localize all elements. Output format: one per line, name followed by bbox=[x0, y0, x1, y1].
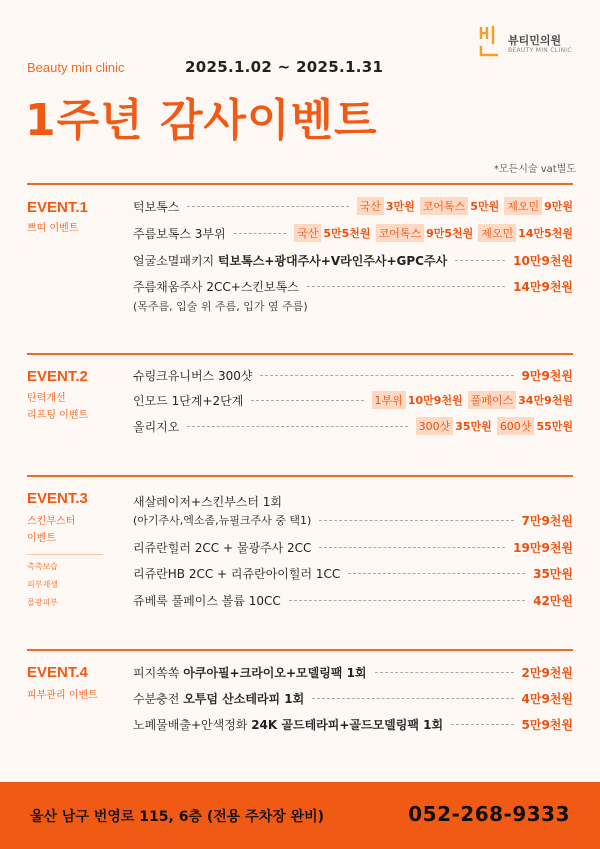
price: 10만9천원 bbox=[407, 394, 463, 407]
subtitle-separator bbox=[27, 554, 103, 555]
price-tag: 코어톡스 bbox=[420, 197, 469, 215]
item-note: (아기주사,엑소좀,뉴필크주사 중 택1) bbox=[133, 514, 312, 527]
divider bbox=[27, 353, 573, 355]
event-3-subtitle-line-2: 이벤트 bbox=[27, 533, 56, 544]
item-note: (목주름, 입술 위 주름, 입가 옆 주름) bbox=[133, 300, 308, 313]
clinic-phone[interactable]: 052-268-9333 bbox=[408, 802, 570, 826]
item-name: 올리지오 bbox=[133, 419, 180, 434]
price-tag: 600샷 bbox=[497, 417, 535, 435]
leader-dots bbox=[319, 547, 505, 548]
item-name: 리쥬란HB 2CC + 리쥬란아이힐러 1CC bbox=[133, 566, 341, 581]
price: 4만9천원 bbox=[521, 691, 573, 706]
price: 35만원 bbox=[533, 566, 573, 581]
price-tag: 코어톡스 bbox=[376, 224, 425, 242]
price: 9만9천원 bbox=[521, 368, 573, 383]
clinic-logo-english: BEAUTY MIN CLINIC bbox=[508, 47, 572, 54]
price: 34만9천원 bbox=[518, 394, 573, 407]
leader-dots bbox=[187, 206, 348, 207]
list-item bbox=[133, 365, 573, 385]
divider bbox=[27, 475, 573, 477]
price-tag: 제오민 bbox=[478, 224, 516, 242]
price: 5만9천원 bbox=[521, 717, 573, 732]
list-item bbox=[133, 390, 573, 410]
item-name: 주름보톡스 3부위 bbox=[133, 226, 226, 241]
price: 2만9천원 bbox=[521, 665, 573, 680]
event-3-label: EVENT.3 bbox=[27, 490, 88, 507]
price-tag: 300샷 bbox=[416, 417, 454, 435]
event-2-subtitle-line-1: 탄력개선 bbox=[27, 393, 66, 404]
item-name: 수분충전 오투덤 산소테라피 1회 bbox=[133, 691, 305, 706]
leader-dots bbox=[348, 573, 525, 574]
divider bbox=[27, 649, 573, 651]
leader-dots bbox=[234, 233, 287, 234]
event-3-subtitle-line-1: 스킨부스터 bbox=[27, 516, 76, 527]
price: 5만원 bbox=[470, 200, 500, 213]
list-item bbox=[133, 662, 573, 682]
price-tag: 풀페이스 bbox=[468, 391, 517, 409]
list-item bbox=[133, 537, 573, 557]
page-title: 1주년 감사이벤트 bbox=[25, 95, 378, 146]
item-name: 노폐물배출+안색정화 24K 골드테라피+골드모델링팩 1회 bbox=[133, 717, 444, 732]
list-item bbox=[133, 590, 573, 610]
item-name: 리쥬란힐러 2CC + 물광주사 2CC bbox=[133, 540, 312, 555]
price-tag: 국산 bbox=[357, 197, 384, 215]
event-3-tag-1: 촉촉보습 bbox=[27, 562, 58, 571]
price: 14만9천원 bbox=[513, 279, 573, 294]
price: 55만원 bbox=[536, 420, 573, 433]
price: 9만원 bbox=[544, 200, 573, 213]
leader-dots bbox=[312, 698, 513, 699]
price-tag: 제오민 bbox=[504, 197, 542, 215]
list-item bbox=[133, 276, 573, 296]
event-3-tag-3: 물광피부 bbox=[27, 598, 58, 607]
leader-dots bbox=[187, 426, 407, 427]
list-item bbox=[133, 688, 573, 708]
clinic-english-name: Beauty min clinic bbox=[27, 60, 125, 75]
price-tag: 국산 bbox=[294, 224, 321, 242]
price: 42만원 bbox=[533, 593, 573, 608]
item-name: 얼굴소멸패키지 턱보톡스+광대주사+V라인주사+GPC주사 bbox=[133, 253, 448, 268]
list-item bbox=[133, 714, 573, 734]
leader-dots bbox=[455, 260, 505, 261]
price: 3만원 bbox=[385, 200, 415, 213]
price: 9만5천원 bbox=[426, 227, 474, 240]
leader-dots bbox=[289, 600, 525, 601]
item-name: 주름채움주사 2CC+스킨보톡스 bbox=[133, 279, 299, 294]
leader-dots bbox=[260, 375, 513, 376]
event-4-subtitle: 피부관리 이벤트 bbox=[27, 690, 98, 701]
price: 10만9천원 bbox=[513, 253, 573, 268]
footer-bar bbox=[0, 782, 600, 849]
item-name: 쥬베룩 풀페이스 볼륨 10CC bbox=[133, 593, 281, 608]
item-name: 인모드 1단계+2단계 bbox=[133, 393, 244, 408]
list-item bbox=[133, 563, 573, 583]
event-4-label: EVENT.4 bbox=[27, 664, 88, 681]
list-item bbox=[133, 250, 573, 270]
leader-dots bbox=[307, 286, 505, 287]
item-name: 턱보톡스 bbox=[133, 199, 180, 214]
price: 35만원 bbox=[455, 420, 492, 433]
list-item bbox=[133, 223, 573, 243]
list-item bbox=[133, 416, 573, 436]
header bbox=[0, 0, 600, 175]
price: 19만9천원 bbox=[513, 540, 573, 555]
price-tag: 1부위 bbox=[372, 391, 406, 409]
price: 14만5천원 bbox=[518, 227, 573, 240]
event-period: 2025.1.02 ~ 2025.1.31 bbox=[185, 58, 384, 76]
clinic-logo-name: 뷰티민의원 bbox=[508, 34, 562, 47]
item-name: 슈링크유니버스 300샷 bbox=[133, 368, 253, 383]
list-item bbox=[133, 510, 573, 530]
leader-dots bbox=[251, 400, 363, 401]
price: 5만5천원 bbox=[323, 227, 371, 240]
leader-dots bbox=[375, 672, 514, 673]
divider bbox=[27, 183, 573, 185]
list-item bbox=[133, 196, 573, 216]
item-name: 피지쏙쏙 아쿠아필+크라이오+모델링팩 1회 bbox=[133, 665, 367, 680]
event-1-subtitle: 쁘띠 이벤트 bbox=[27, 223, 79, 234]
clinic-logo-icon bbox=[478, 24, 502, 58]
list-item bbox=[133, 491, 573, 511]
clinic-logo bbox=[478, 24, 588, 64]
event-1-label: EVENT.1 bbox=[27, 199, 88, 216]
event-2-label: EVENT.2 bbox=[27, 368, 88, 385]
clinic-address: 울산 남구 번영로 115, 6층 (전용 주차장 완비) bbox=[30, 809, 325, 825]
event-2-subtitle-line-2: 리프팅 이벤트 bbox=[27, 410, 89, 421]
vat-note: *모든시술 vat별도 bbox=[493, 164, 576, 175]
price: 7만9천원 bbox=[521, 513, 573, 528]
item-name: 새살레이저+스킨부스터 1회 bbox=[133, 494, 283, 509]
event-3-tag-2: 피부재생 bbox=[27, 580, 58, 589]
leader-dots bbox=[451, 724, 513, 725]
leader-dots bbox=[319, 520, 513, 521]
